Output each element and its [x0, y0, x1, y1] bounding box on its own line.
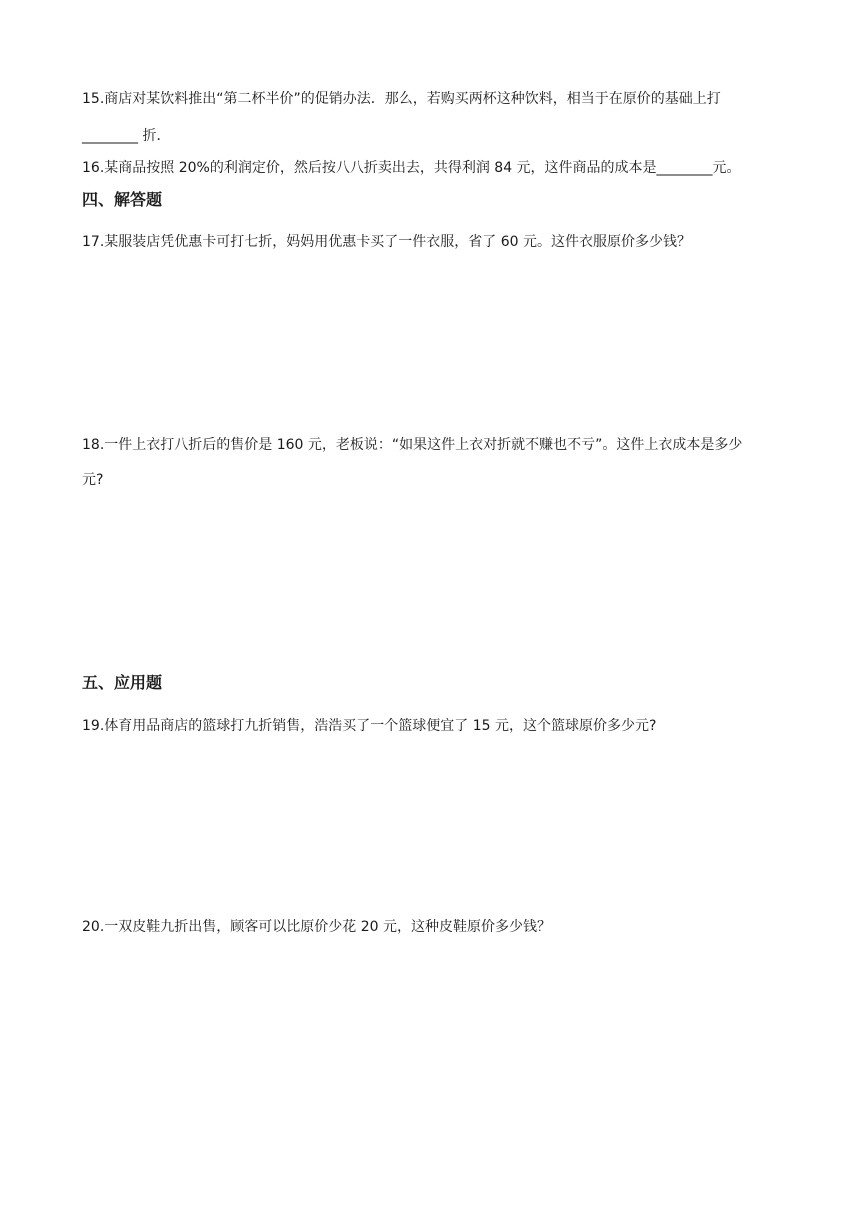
- question-18-line-1: 18.一件上衣打八折后的售价是 160 元，老板说：“如果这件上衣对折就不赚也不亏”。这件上衣成本是多少: [82, 437, 743, 453]
- section-5-title: 五、应用题: [82, 673, 163, 692]
- question-15-line-1: 15.商店对某饮料推出“第二杯半价”的促销办法．那么，若购买两杯这种饮料，相当于在原价的基础上打: [82, 91, 721, 107]
- question-20: 20.一双皮鞋九折出售，顾客可以比原价少花 20 元，这种皮鞋原价多少钱？: [82, 919, 551, 935]
- question-17: 17.某服装店凭优惠卡可打七折，妈妈用优惠卡买了一件衣服，省了 60 元。这件衣服原价多少钱？: [82, 234, 691, 250]
- question-18-line-2: 元?: [82, 472, 104, 488]
- section-4-title: 四、解答题: [82, 190, 163, 209]
- question-15-line-2: ________ 折．: [82, 128, 171, 144]
- question-16: 16.某商品按照 20%的利润定价，然后按八八折卖出去，共得利润 84 元，这件商品的成本是________元。: [82, 160, 741, 176]
- question-19: 19.体育用品商店的篮球打九折销售，浩浩买了一个篮球便宜了 15 元，这个篮球原价多少元?: [82, 718, 657, 734]
